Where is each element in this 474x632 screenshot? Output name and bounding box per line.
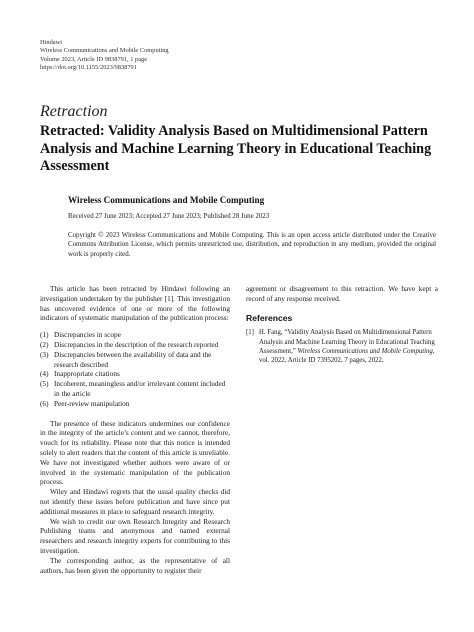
list-item-number: (1) (40, 330, 49, 340)
body-paragraph: We wish to credit our own Research Integrity and Research Publishing teams and anonymous and named external researchers and research integrity experts for contributing to this investigation. (40, 516, 230, 555)
list-item-number: (4) (40, 369, 49, 379)
list-item (40, 379, 230, 399)
doi-link[interactable]: https://doi.org/10.1155/2023/9838791 (40, 63, 137, 71)
list-item-text: Discrepancies between the availability of data and the research described (54, 349, 212, 369)
reference-citation: H. Fang, “Validity Analysis Based on Multidimensional Pattern Analysis and Machine Learning Theory in Educational Teaching Assessment,” (259, 329, 435, 355)
publication-dates: Received 27 June 2023; Accepted 27 June 2023; Published 28 June 2023 (68, 213, 270, 220)
list-item (40, 330, 230, 340)
section-label: Retraction (40, 103, 108, 120)
list-item-text: Discrepancies in the description of the research reported (54, 339, 219, 349)
author-line: Wireless Communications and Mobile Computing (68, 195, 265, 205)
references-heading: References (246, 312, 293, 323)
list-item (40, 369, 230, 379)
list-item-text: Incoherent, meaningless and/or irrelevant content included in the article (54, 379, 226, 398)
reference-item (246, 328, 438, 365)
publisher-name: Hindawi (40, 39, 63, 46)
body-paragraph: The presence of these indicators undermines our confidence in the integrity of the article’s content and we cannot, therefore, vouch for its reliability. Please note that this notice is intended solely to alert readers that the content of this article is unreliable. We have not investigated whether authors were aware of or involved in the systematic manipulation of the publication process. (40, 418, 230, 487)
journal-header (40, 39, 169, 72)
list-item-number: (5) (40, 379, 49, 389)
list-item (40, 350, 230, 370)
list-item-text: Peer-review manipulation (54, 398, 130, 408)
list-item-number: (2) (40, 339, 49, 349)
intro-paragraph: This article has been retracted by Hindawi following an investigation undertaken by the publisher [1]. This investigation has uncovered evidence of one or more of the following indicators of systematic manipulation of the publication process: (40, 284, 230, 323)
indicator-list (40, 330, 230, 408)
list-item (40, 399, 230, 409)
list-item (40, 340, 230, 350)
list-item-text: Inappropriate citations (54, 369, 120, 379)
reference-number: [1] (246, 329, 254, 337)
reference-journal: Wireless Communications and Mobile Computing (297, 347, 433, 355)
reference-details: , vol. 2022, Article ID 7395202, 7 pages, 2022. (259, 347, 435, 364)
right-column (246, 284, 438, 365)
list-item-number: (3) (40, 349, 49, 359)
body-paragraph: Wiley and Hindawi regrets that the usual quality checks did not identify these issues before publication and have since put additional measures in place to safeguard research integrity. (40, 487, 230, 516)
article-title: Retracted: Validity Analysis Based on Multidimensional Pattern Analysis and Machine Learning Theory in Educational Teaching Assessment (40, 123, 432, 174)
body-paragraph: agreement or disagreement to this retraction. We have kept a record of any response received. (246, 284, 438, 303)
journal-name: Wireless Communications and Mobile Computing (40, 47, 169, 55)
list-item-text: Discrepancies in scope (54, 330, 121, 340)
reference-text (259, 328, 438, 365)
copyright-notice: Copyright © 2023 Wireless Communications and Mobile Computing. This is an open access article distributed under the Creative Commons Attribution License, which permits unrestricted use, distribution, and reproduction in any medium, provided the original work is properly cited. (68, 232, 436, 258)
body-paragraph: The corresponding author, as the representative of all authors, has been given the opportunity to register their (40, 555, 230, 575)
left-column (40, 284, 230, 575)
volume-info: Volume 2023, Article ID 9838791, 1 page (40, 55, 148, 63)
list-item-number: (6) (40, 398, 49, 408)
